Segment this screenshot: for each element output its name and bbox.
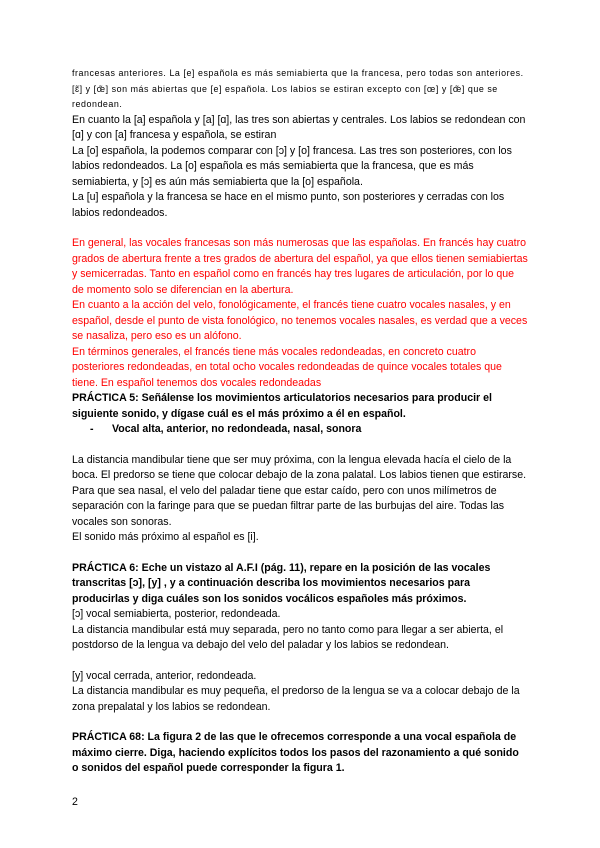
paragraph-general-comparison: En general, las vocales francesas son más numerosas que las españolas. En francés hay cuatro grados de abertura frente a tres grados de abertura del español, ya que ellos tienen semiabiertas y semicerradas. Tanto en español como en francés hay tres lugares de articulación, por lo que de momento solo se diferencian en la abertura. bbox=[72, 237, 528, 296]
practice-68-heading: PRÁCTICA 68: La figura 2 de las que le ofrecemos corresponde a una vocal española de máximo cierre. Diga, haciendo explícitos todos los pasos del razonamiento a qué sonido o sonidos del español puede corresponder la figura 1. bbox=[72, 731, 519, 774]
paragraph-a-vowels: En cuanto la [a] española y [a] [ɑ], las tres son abiertas y centrales. Los labios se redondean con [ɑ] y con [a] francesa y española, se estiran bbox=[72, 113, 526, 141]
practice-5-answer: La distancia mandibular tiene que ser muy próxima, con la lengua elevada hacía el cielo de la boca. El predorso se tiene que colocar debajo de la zona palatal. Los labios tienen que estirarse. Para que sea nasal, el velo del paladar tiene que estar caído, pero con unos milímetros de separación con la faringe para que se puedan filtrar parte de las burbujas del aire. Todas las vocales son sonoras. bbox=[72, 453, 527, 528]
paragraph-french-anterior-vowels: francesas anteriores. La [e] española es más semiabierta que la francesa, pero todas son anteriores. [ɛ̃] y [œ̃] son más abiertas que [e] española. Los labios se estiran excepto con [œ] y [œ̃] que se redondean. bbox=[72, 68, 524, 109]
bullet-dash: - bbox=[90, 423, 94, 435]
practice-5-closest-sound: El sonido más próximo al español es [i]. bbox=[72, 531, 259, 543]
paragraph-u-vowels: La [u] española y la francesa se hace en el mismo punto, son posteriores y cerradas con los labios redondeados. bbox=[72, 191, 505, 219]
practice-6-open-o-title: [ɔ] vocal semiabierta, posterior, redondeada. bbox=[72, 608, 281, 620]
practice-6-y-description: La distancia mandibular es muy pequeña, el predorso de la lengua se va a colocar debajo de la zona prepalatal y los labios se redondean. bbox=[72, 685, 520, 713]
practice-6-heading: PRÁCTICA 6: Eche un vistazo al A.F.I (pág. 11), repare en la posición de las vocales transcritas [ɔ], [y] , y a continuación describa los movimientos necesarios para producirlas y diga cuáles son los sonidos vocálicos españoles más próximos. bbox=[72, 561, 491, 605]
paragraph-o-vowels: La [o] española, la podemos comparar con [ɔ] y [o] francesa. Las tres son posteriores, con los labios redondeados. La [o] española es más semiabierta que la francesa, que es más semiabierta, y [ɔ] es aún más semiabierta que la [o] española. bbox=[72, 144, 512, 188]
paragraph-rounded-vowels: En términos generales, el francés tiene más vocales redondeadas, en concreto cuatro posteriores redondeadas, en total ocho vocales redondeadas de quince vocales totales que tiene. En español tenemos dos vocales redondeadas bbox=[72, 345, 502, 389]
bullet-text: Vocal alta, anterior, no redondeada, nasal, sonora bbox=[112, 423, 362, 435]
page-number: 2 bbox=[72, 796, 78, 808]
paragraph-velum-action: En cuanto a la acción del velo, fonológicamente, el francés tiene cuatro vocales nasales, y en español, desde el punto de vista fonológico, no tenemos vocales nasales, es verdad que a veces se nasaliza, pero eso es un alófono. bbox=[72, 299, 528, 342]
practice-5-heading: PRÁCTICA 5: Señálense los movimientos articulatorios necesarios para producir el siguiente sonido, y dígase cuál es el más próximo a él en español. bbox=[72, 392, 492, 420]
practice-5-bullet bbox=[72, 422, 528, 438]
document-page bbox=[72, 66, 528, 777]
practice-6-y-title: [y] vocal cerrada, anterior, redondeada. bbox=[72, 669, 257, 682]
practice-6-open-o-description: La distancia mandibular está muy separada, pero no tanto como para llegar a ser abierta, el postdorso de la lengua va debajo del velo del paladar y los labios se redondean. bbox=[72, 623, 504, 651]
